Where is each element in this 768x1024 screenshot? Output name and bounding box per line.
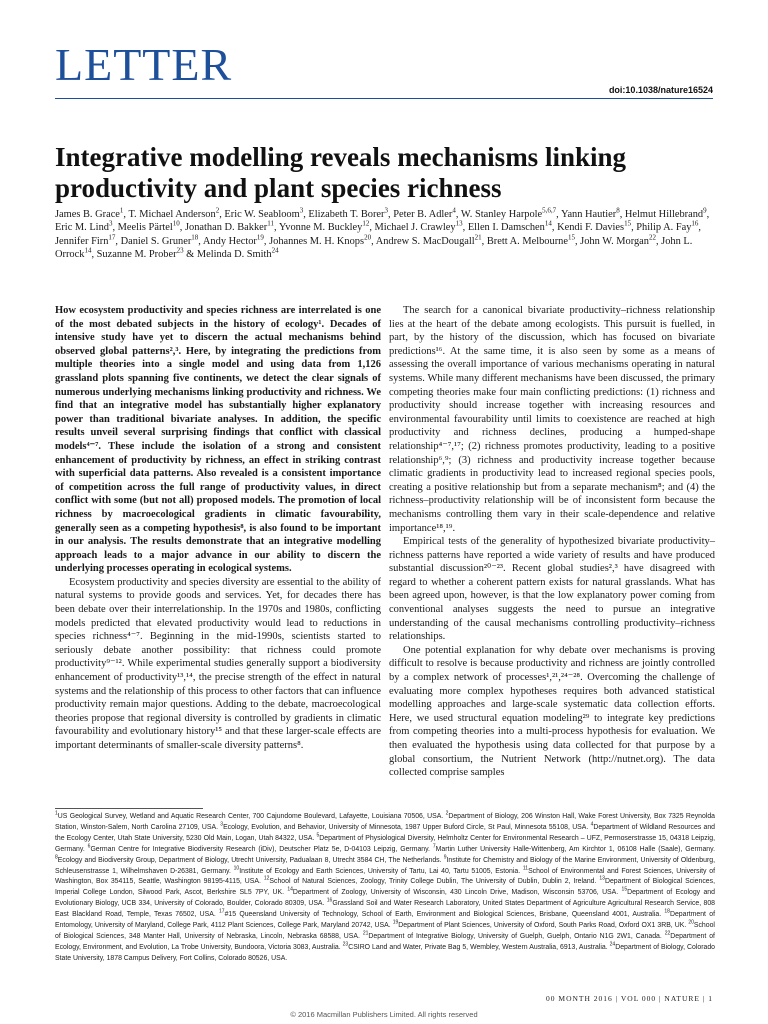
author-affiliation-marker: 3 — [108, 219, 113, 228]
body-paragraph: One potential explanation for why debate over mechanisms is proving difficult to resolve is because productivity and richness are jointly controlled by a complex network of processes¹,²¹,²⁴⁻²⁸. Overcoming the challenge of evaluating more complex hypotheses requires both advanced statistical modelling approaches and large-scale systematic data collection efforts. Here, we used structural equation modeling²⁹ to integrate key predictions from competing theories into a multi-process hypothesis for evaluation. We then evaluated the hypothesis using data collected for that purpose by a global consortium, the Nutrient Network (http://nutnet.org). The data collected comprise samples — [389, 644, 715, 779]
doi[interactable]: doi:10.1038/nature16524 — [608, 85, 713, 95]
affiliation-number: 15 — [621, 887, 628, 894]
author: Peter B. Adler — [393, 209, 453, 220]
affiliation-text: US Geological Survey, Wetland and Aquatic Research Center, 700 Cajundome Boulevard, Lafayette, Louisiana 70506, USA. — [57, 813, 444, 820]
affiliation-number: 22 — [664, 930, 671, 937]
affiliations — [55, 812, 715, 965]
abstract-paragraph: How ecosystem productivity and species richness are interrelated is one of the most debated subjects in the history of ecology¹. Decades of intensive study have yet to discern the actual mechanisms behind observed global patterns²,³. Here, by integrating the predictions from multiple theories into a single model and using data from 1,126 grassland plots spanning five continents, we detect the clear signals of numerous underlying mechanisms linking productivity and richness. We find that an integrative model has substantially higher explanatory power than traditional bivariate analyses. In addition, the specific results unveil several surprising findings that conflict with classical models⁴⁻⁷. These include the isolation of a strong and consistent enhancement of productivity by richness, an effect in striking contrast with superficial data patterns. Also revealed is a consistent importance of competition across the full range of productivity values, in direct conflict with some (but not all) proposed models. The promotion of local richness by macroecological gradients in climatic favourability, generally seen as a competing hypothesis⁸, is also found to be important in our analysis. The results demonstrate that an integrative modelling approach leads to a major advance in our ability to discern the underlying processes operating in ecological systems. — [55, 305, 381, 575]
author: Yvonne M. Buckley — [278, 222, 363, 234]
author: Daniel S. Gruner — [120, 235, 192, 247]
author-affiliation-marker: 14 — [544, 219, 552, 228]
right-column — [389, 304, 715, 780]
author-affiliation-marker: 3 — [384, 206, 388, 215]
affiliation-text: School of Natural Sciences, Zoology, Trinity College Dublin, The University of Dublin, Dublin 2, Ireland. — [269, 878, 597, 886]
author-affiliation-marker: 4 — [452, 206, 456, 215]
author-affiliation-marker: 2 — [215, 206, 220, 215]
body-paragraph: Empirical tests of the generality of hypothesized bivariate productivity–richness patterns have reported a wide variety of results and have produced substantial discussion²⁰⁻²³. Recent global studies²,³ have disagreed with regard to whether a coherent pattern exists for natural grasslands. What has been agreed upon, however, is that the low explanatory power coming from conventional analyses suggests the need to pursue an integrative understanding of the causal mechanisms controlling productivity–richness relationships. — [389, 536, 715, 643]
affiliation-text: Ecology, Evolution, and Behavior, University of Minnesota, 1987 Upper Buford Circle, St Paul, Minnesota 55108, USA. — [223, 823, 589, 831]
author: Meelis Pärtel — [117, 222, 173, 234]
affiliation-number: 3 — [220, 821, 224, 828]
author: Andrew S. MacDougall — [375, 235, 475, 247]
affiliation-text: School of Environmental and Forest Sciences, University of Washington, Box 354115, Seattle, Washington 98195-4115, USA. — [55, 867, 715, 886]
author: W. Stanley Harpole — [460, 209, 543, 220]
author-affiliation-marker: 21 — [474, 233, 482, 242]
copyright: © 2016 Macmillan Publishers Limited. All rights reserved — [290, 1010, 478, 1019]
author-affiliation-marker: 18 — [191, 233, 199, 242]
body-paragraph: Ecosystem productivity and species diversity are essential to the ability of natural systems to provide goods and services. Yet, for decades there has been debate over their interrelationship. In the 1970s and 1980s, conflicting models predicted that elevated productivity would lead to reductions in species richness⁴⁻⁷. Beginning in the mid-1990s, scientists started to seriously debate another possibility: that richness could promote productivity⁹⁻¹². While experimental studies generally support a biodiversity enhancement of productivity¹³,¹⁴, the precise strength of the effect in natural systems and the relationship of this process to other factors that can influence productivity remain major questions. Adding to the debate, macroecological theories propose that regional diversity is controlled by gradients in climatic favourability and evolutionary history¹⁵ and that these larger-scale effects are important determinants of smaller-scale diversity patterns⁸. — [55, 576, 381, 751]
author: Jennifer Firn — [55, 235, 109, 247]
author-affiliation-marker: 11 — [267, 219, 274, 228]
affiliation-text: Department of Wildland Resources and the Ecology Center, Utah State University, 5230 Old Main, Logan, Utah 84322, USA. — [55, 823, 716, 842]
author-affiliation-marker: 15 — [567, 233, 575, 242]
author-affiliation-marker: 22 — [648, 233, 656, 242]
author: Suzanne M. Prober — [96, 249, 177, 261]
affiliation-text: Department of Ecology, Environment, and Evolution, La Trobe University, Bundoora, Victoria 3083, Australia. — [55, 932, 715, 951]
author: T. Michael Anderson — [128, 209, 216, 220]
author-affiliation-marker: 17 — [108, 233, 116, 242]
page-info: 00 MONTH 2016 | VOL 000 | NATURE | 1 — [546, 994, 713, 1003]
author-affiliation-marker: 19 — [256, 233, 264, 242]
affiliation-number: 21 — [362, 930, 369, 937]
author: Melinda D. Smith — [196, 249, 272, 261]
author: Eric M. Lind — [55, 222, 109, 234]
affiliation-number: 19 — [392, 919, 399, 926]
author-affiliation-marker: 23 — [176, 246, 184, 255]
affiliation-text: Department of Biological Sciences, Imperial College London, Silwood Park, Ascot, Berkshire SL5 7PY, UK. — [55, 878, 715, 897]
affiliation-text: Martin Luther University Halle-Wittenberg, Am Kirchtor 1, 06108 Halle (Saale), Germany. — [435, 845, 715, 853]
author-affiliation-marker: 5,6,7 — [542, 206, 557, 215]
affiliation-text: Department of Biology, 206 Winston Hall, Wake Forest University, Box 7325 Reynolda Station, Winston-Salem, North Carolina 27109, USA. — [55, 813, 716, 831]
affiliation-number: 12 — [263, 876, 270, 883]
affiliation-text: Department of Physiological Diversity, Helmholtz Center for Environmental Research – UFZ, Permoserstrasse 15, 04318 Leipzig, Germany. — [55, 834, 715, 853]
footnote-rule — [55, 808, 203, 809]
author: Elizabeth T. Borer — [308, 209, 385, 220]
author-affiliation-marker: 20 — [364, 233, 372, 242]
author: Ellen I. Damschen — [467, 222, 545, 234]
affiliation-text: Department of Zoology, University of Wisconsin, 430 Lincoln Drive, Madison, Wisconsin 53706, USA. — [292, 889, 619, 897]
author-affiliation-marker: 14 — [84, 246, 92, 255]
affiliation-number: 11 — [522, 865, 529, 872]
affiliation-text: Institute of Ecology and Earth Sciences, University of Tartu, Lai 40, Tartu 51005, Estonia. — [239, 867, 521, 875]
author-affiliation-marker: 12 — [362, 219, 370, 228]
affiliation-number: 10 — [233, 865, 240, 872]
author-affiliation-marker: 24 — [271, 246, 279, 255]
affiliation-number: 18 — [664, 908, 670, 915]
affiliation-number: 16 — [326, 897, 333, 904]
affiliation-number: 14 — [287, 887, 293, 894]
author: Helmut Hillebrand — [624, 209, 704, 220]
affiliation-text: CSIRO Land and Water, Private Bag 5, Wembley, Western Australia, 6913, Australia. — [348, 943, 608, 951]
author: Philip A. Fay — [636, 222, 692, 234]
header-rule — [55, 98, 713, 99]
affiliation-number: 7 — [432, 843, 436, 850]
affiliation-text: #15 Queensland University of Technology, School of Earth, Environment and Biological Sciences, Brisbane, Queensland 4001, Australia. — [224, 911, 662, 919]
affiliation-text: Department of Entomology, University of Maryland, College Park, 4112 Plant Sciences, College Park, Maryland 20742, USA. — [55, 911, 715, 930]
affiliation-number: 13 — [599, 876, 605, 883]
affiliation-number: 17 — [219, 908, 225, 915]
affiliation-text: German Centre for Integrative Biodiversity Research (iDiv), Deutscher Platz 5e, D-04103 Leipzig, Germany. — [90, 845, 430, 853]
author-affiliation-marker: 10 — [172, 219, 180, 228]
affiliation-text: Ecology and Biodiversity Group, Department of Biology, Utrecht University, Padualaan 8, Utrecht 3584 CH, The Netherlands. — [57, 856, 442, 864]
author-affiliation-marker: 1 — [119, 206, 124, 215]
article-title: Integrative modelling reveals mechanisms linking productivity and plant species richness — [55, 142, 626, 203]
author: Brett A. Melbourne — [486, 235, 568, 247]
affiliation-text: School of Biological Sciences, 348 Manter Hall, University of Nebraska, Lincoln, Nebraska 68588, USA. — [55, 922, 715, 940]
author: Kendi F. Davies — [557, 222, 625, 234]
author: Eric W. Seabloom — [224, 209, 300, 220]
affiliation-number: 23 — [342, 941, 349, 948]
author: Michael J. Crawley — [374, 222, 456, 234]
affiliation-number: 9 — [443, 854, 447, 861]
affiliation-number: 2 — [445, 810, 449, 817]
author-affiliation-marker: 13 — [455, 219, 463, 228]
author: John L. Orrock — [55, 235, 693, 261]
author-affiliation-marker: 9 — [703, 206, 707, 215]
affiliation-number: 24 — [609, 941, 616, 948]
author: John W. Morgan — [580, 235, 649, 247]
author-affiliation-marker: 16 — [691, 219, 699, 228]
author-affiliation-marker: 8 — [616, 206, 620, 215]
affiliation-text: Department of Plant Sciences, University of Oxford, South Parks Road, Oxford OX1 3RB, UK. — [398, 922, 687, 930]
body-paragraph: The search for a canonical bivariate productivity–richness relationship lies at the heart of the debate among ecologists. This pursuit is fuelled, in part, by the history of the discussion, which has focused on bivariate predictions¹⁶. At the same time, it is also seen by some as a means of assessing the overall importance of various mechanisms operating in natural systems. While many different mechanisms have been discussed, the primary competing theories make four main conflicting predictions: (1) richness and productivity should increase together with increasing resources and environmental favourability until limits to coexistence are reached at high productivity and richness declines, producing a humped-shape relationship⁴⁻⁷,¹⁷; (2) richness promotes productivity, leading to a positive relationship⁶,⁹; (3) richness and productivity increase together because climatic gradients in productivity lead to increased regional species pools, creating a positive relationship but from a separate mechanism⁸; and (4) the richness–productivity relationship will be of inconsistent form because the mechanisms controlling them vary in their scale-dependence and relative importance¹⁸,¹⁹. — [389, 305, 715, 534]
affiliation-number: 1 — [55, 810, 58, 817]
author: Yann Hautier — [560, 209, 617, 220]
affiliation-text: Department of Integrative Biology, University of Guelph, Guelph, Ontario N1G 2W1, Canada. — [368, 932, 662, 940]
author: Andy Hector — [202, 235, 257, 247]
affiliation-number: 20 — [688, 919, 694, 926]
author: Johannes M. H. Knops — [269, 235, 365, 247]
affiliation-number: 5 — [316, 832, 320, 839]
affiliation-number: 8 — [55, 854, 58, 861]
author-affiliation-marker: 15 — [624, 219, 632, 228]
affiliation-text: Institute for Chemistry and Biology of the Marine Environment, University of Oldenburg, Schleusenstrasse 1, Wilhelmshaven D-26381, Germany. — [55, 856, 715, 875]
affiliation-text: Grassland Soil and Water Research Laboratory, United States Department of Agriculture Agricultural Research Service, 808 East Blackland Road, Temple, Texas 76502, USA. — [55, 900, 715, 919]
affiliation-text: Department of Biology, Colorado State University, 1878 Campus Delivery, Fort Collins, Colorado 80526, USA. — [55, 943, 715, 962]
author: James B. Grace — [55, 209, 120, 220]
affiliation-number: 4 — [590, 821, 594, 828]
journal-section-label: LETTER — [55, 39, 233, 90]
author-affiliation-marker: 3 — [299, 206, 304, 215]
author-list: James B. Grace$^1$, T. Michael Anderson$^2$, Eric W. Seabloom$^3$, Elizabeth T. Borer$^3$, Peter B. Adler$^4$, W. Stanley Harpole$^{5,6,7}$, Yann Hautier$^8$, Helmut Hillebrand$^9$, Eric M. Lind$^3$, Meelis Pärtel$^{10}$, Jonathan D. Bakker$^{11}$, Yvonne M. Buckley$^{12}$, Michael J. Crawley$^{13}$, Ellen I. Damschen$^{14}$, Kendi F. Davies$^{15}$, Philip A. Fay$^{16}$, Jennifer Firn$^{17}$, Daniel S. Gruner$^{18}$, Andy Hector$^{19}$, Johannes M. H. Knops$^{20}$, Andrew S. MacDougall$^{21}$, Brett A. Melbourne$^{15}$, John W. Morgan$^{22}$, John L. Orrock$^{14}$, Suzanne M. Prober$^{23}$ & Melinda D. Smith$^{24}$ — [55, 206, 710, 261]
affiliation-text: Department of Ecology and Evolutionary Biology, UCB 334, University of Colorado, Boulder, Colorado 80309, USA. — [55, 889, 715, 908]
affiliation-number: 6 — [87, 843, 91, 850]
left-column — [55, 304, 381, 753]
author: Jonathan D. Bakker — [185, 222, 268, 234]
